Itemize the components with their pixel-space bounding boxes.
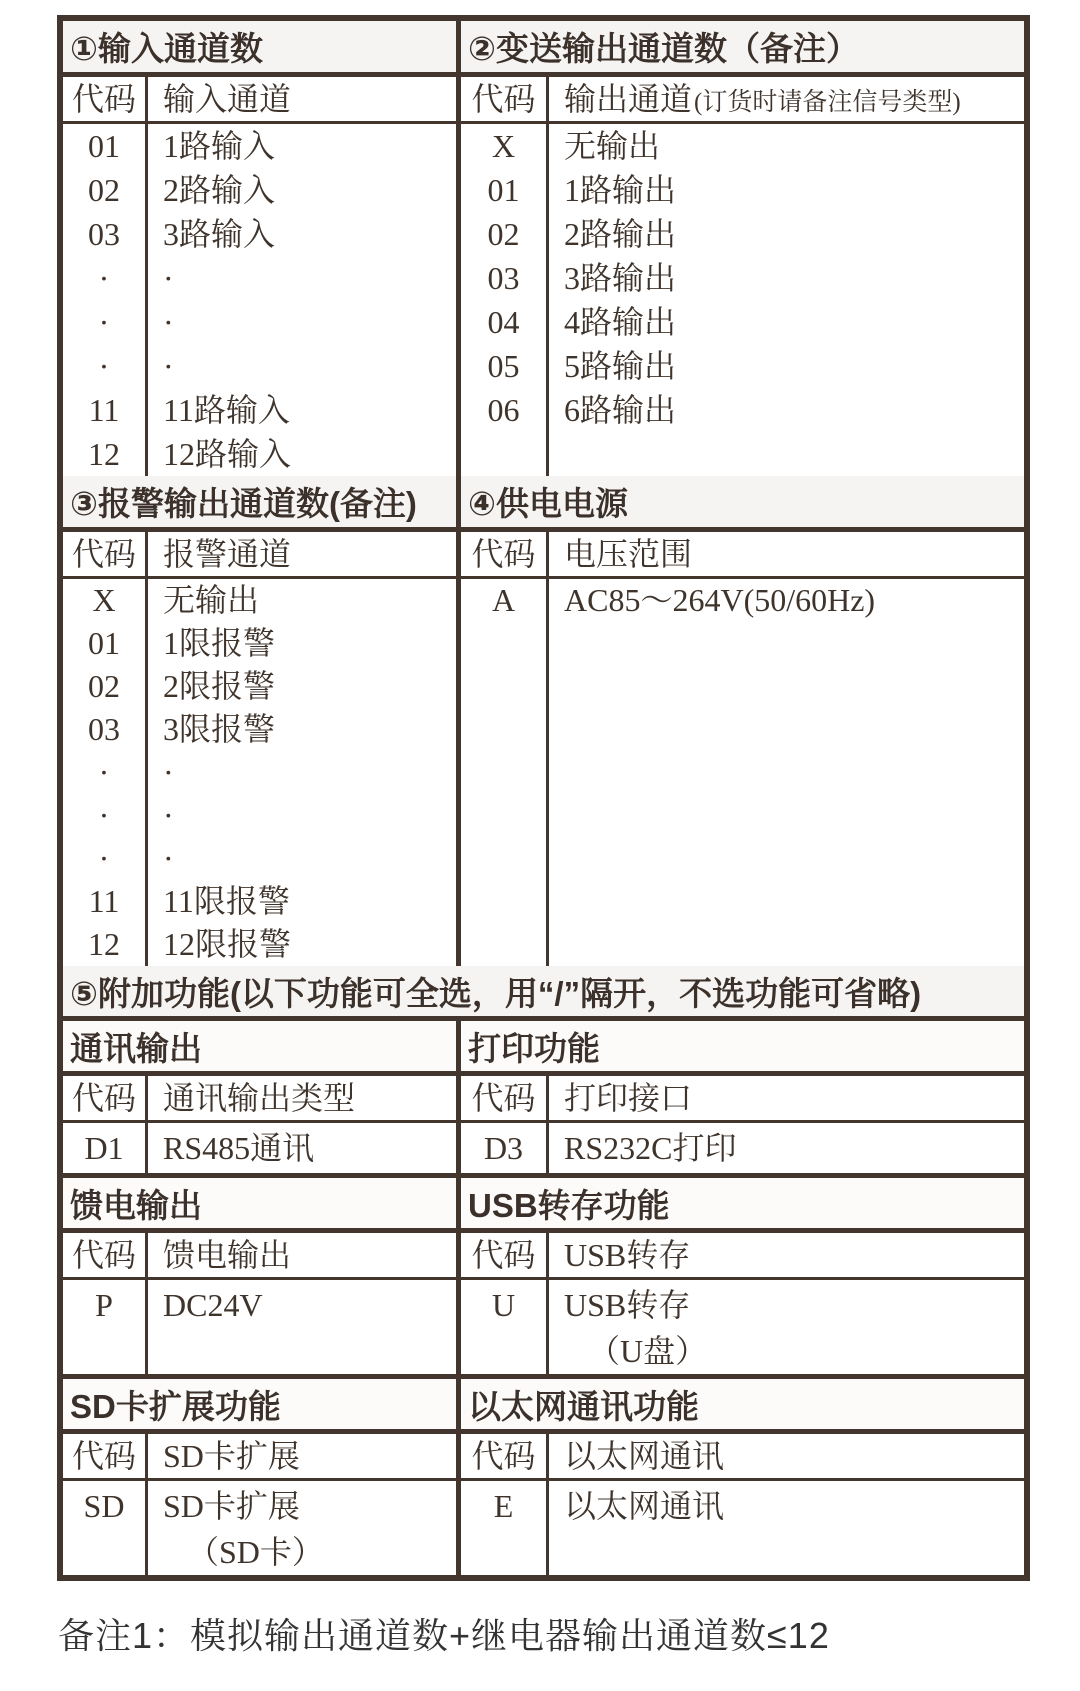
table-row bbox=[63, 622, 456, 665]
code-cell: · bbox=[63, 794, 148, 837]
desc-cell: 1路输出 bbox=[564, 172, 677, 208]
code-cell: 12 bbox=[63, 923, 148, 966]
section-3-4-body bbox=[63, 532, 1024, 966]
block1-header bbox=[63, 1021, 1024, 1076]
desc-cell: 以太网通讯 bbox=[564, 1488, 725, 1524]
desc-column-header: 输入通道 bbox=[163, 81, 292, 117]
desc-cell: 12限报警 bbox=[163, 926, 292, 962]
desc-cell: 2路输出 bbox=[564, 216, 677, 252]
desc-cell: · bbox=[163, 260, 174, 296]
desc-cell: · bbox=[163, 348, 174, 384]
code-cell: · bbox=[63, 344, 148, 388]
note-text: 备注1：模拟输出通道数+继电器输出通道数≤12 bbox=[58, 1615, 830, 1656]
block3-column-headers bbox=[63, 1434, 1024, 1481]
desc-column-header: 馈电输出 bbox=[163, 1237, 292, 1273]
code-cell: 05 bbox=[461, 344, 549, 388]
code-cell: U bbox=[461, 1280, 549, 1374]
desc-cell: 5路输出 bbox=[564, 348, 677, 384]
table-row bbox=[63, 665, 456, 708]
desc-column-header: 通讯输出类型 bbox=[163, 1080, 356, 1116]
code-cell: 11 bbox=[63, 388, 148, 432]
table-row bbox=[461, 300, 1024, 344]
desc-column-header: USB转存 bbox=[564, 1237, 691, 1273]
table-row bbox=[461, 212, 1024, 256]
block3-header bbox=[63, 1379, 1024, 1434]
desc-cell bbox=[549, 1280, 1024, 1374]
desc-cell bbox=[549, 622, 1024, 966]
desc-cell: 11路输入 bbox=[163, 392, 290, 428]
section3-title: ③报警输出通道数(备注) bbox=[63, 476, 461, 527]
code-cell: · bbox=[63, 256, 148, 300]
table-row bbox=[461, 256, 1024, 300]
code-cell: 11 bbox=[63, 880, 148, 923]
desc-line1: USB转存 bbox=[564, 1287, 691, 1323]
desc-cell: · bbox=[163, 304, 174, 340]
desc-cell bbox=[549, 432, 1024, 476]
code-cell: · bbox=[63, 300, 148, 344]
desc-cell: 11限报警 bbox=[163, 883, 290, 919]
table-row bbox=[461, 124, 1024, 168]
desc-cell: 无输出 bbox=[163, 582, 260, 618]
block3-left-title: SD卡扩展功能 bbox=[63, 1379, 461, 1429]
table-row bbox=[63, 124, 456, 168]
block1-data-row bbox=[63, 1123, 1024, 1178]
section4-title: ④供电电源 bbox=[468, 485, 628, 522]
table-row bbox=[461, 388, 1024, 432]
code-cell: 03 bbox=[461, 256, 549, 300]
desc-header-note: (订货时请备注信号类型) bbox=[694, 89, 961, 116]
section-1-2-header bbox=[63, 21, 1024, 77]
table-row bbox=[461, 344, 1024, 388]
section1-table bbox=[63, 77, 461, 476]
code-cell: D3 bbox=[461, 1123, 549, 1173]
desc-cell: AC85～264V(50/60Hz) bbox=[564, 582, 876, 618]
block3-right-title: 以太网通讯功能 bbox=[468, 1387, 699, 1425]
section4-table bbox=[461, 532, 1024, 966]
table-row bbox=[63, 432, 456, 476]
block2-column-headers bbox=[63, 1233, 1024, 1280]
section5-title: ⑤附加功能(以下功能可全选，用“/”隔开，不选功能可省略) bbox=[70, 974, 922, 1012]
table-row bbox=[63, 1123, 456, 1173]
table-row-ellipsis bbox=[63, 344, 456, 388]
table-row-ellipsis bbox=[63, 751, 456, 794]
table-row bbox=[63, 923, 456, 966]
code-column-header: 代码 bbox=[461, 532, 549, 576]
table-row bbox=[461, 1280, 1024, 1374]
desc-cell: 4路输出 bbox=[564, 304, 677, 340]
desc-header-text: 输出通道 bbox=[564, 81, 693, 117]
code-cell bbox=[461, 622, 549, 966]
code-column-header: 代码 bbox=[461, 1434, 549, 1478]
code-column-header: 代码 bbox=[461, 1076, 549, 1120]
code-column-header: 代码 bbox=[63, 532, 148, 576]
table-row bbox=[63, 168, 456, 212]
desc-cell: 2限报警 bbox=[163, 668, 276, 704]
desc-cell: DC24V bbox=[163, 1287, 263, 1323]
desc-line2: （SD卡） bbox=[187, 1534, 324, 1570]
desc-column-header: 以太网通讯 bbox=[564, 1438, 725, 1474]
code-cell: 02 bbox=[63, 665, 148, 708]
table-row bbox=[63, 1280, 456, 1374]
code-cell bbox=[461, 432, 549, 476]
code-cell: 12 bbox=[63, 432, 148, 476]
section3-table bbox=[63, 532, 461, 966]
desc-cell: · bbox=[163, 797, 174, 833]
table-row bbox=[63, 579, 456, 622]
table-row bbox=[461, 579, 1024, 622]
column-header-row bbox=[63, 77, 456, 124]
block1-right-title: 打印功能 bbox=[468, 1029, 600, 1067]
column-header-row bbox=[63, 1233, 456, 1280]
table-row bbox=[63, 880, 456, 923]
table-row bbox=[63, 708, 456, 751]
code-cell: · bbox=[63, 837, 148, 880]
code-cell: 03 bbox=[63, 212, 148, 256]
desc-cell: RS485通讯 bbox=[163, 1130, 315, 1166]
desc-column-header: 报警通道 bbox=[163, 536, 292, 572]
column-header-row bbox=[461, 532, 1024, 579]
code-cell: · bbox=[63, 751, 148, 794]
section-1-2-body bbox=[63, 77, 1024, 476]
column-header-row bbox=[461, 1233, 1024, 1280]
code-cell: 01 bbox=[63, 622, 148, 665]
column-header-row bbox=[461, 1434, 1024, 1481]
code-cell: SD bbox=[63, 1481, 148, 1575]
block1-left-title: 通讯输出 bbox=[63, 1021, 461, 1071]
code-cell: A bbox=[461, 579, 549, 622]
code-cell: X bbox=[63, 579, 148, 622]
code-cell: E bbox=[461, 1481, 549, 1575]
column-header-row bbox=[63, 1434, 456, 1481]
code-cell: 01 bbox=[63, 124, 148, 168]
code-cell: 02 bbox=[461, 212, 549, 256]
desc-cell: 1限报警 bbox=[163, 625, 276, 661]
table-row bbox=[63, 388, 456, 432]
code-cell: X bbox=[461, 124, 549, 168]
section-3-4-header bbox=[63, 476, 1024, 532]
desc-column-header: 打印接口 bbox=[564, 1080, 693, 1116]
desc-cell: 3限报警 bbox=[163, 711, 276, 747]
table-row-ellipsis bbox=[63, 794, 456, 837]
table-row bbox=[461, 168, 1024, 212]
desc-cell: 1路输入 bbox=[163, 128, 276, 164]
table-row bbox=[63, 212, 456, 256]
desc-cell: 无输出 bbox=[564, 128, 661, 164]
section2-title: ②变送输出通道数（备注） bbox=[468, 30, 859, 67]
desc-cell: 12路输入 bbox=[163, 436, 292, 472]
code-cell: 06 bbox=[461, 388, 549, 432]
block2-left-title: 馈电输出 bbox=[63, 1178, 461, 1228]
table-row bbox=[461, 1481, 1024, 1575]
desc-cell: 3路输入 bbox=[163, 216, 276, 252]
column-header-row bbox=[63, 532, 456, 579]
desc-cell: · bbox=[163, 840, 174, 876]
code-column-header: 代码 bbox=[63, 77, 148, 121]
order-spec-table bbox=[57, 15, 1030, 1581]
code-cell: P bbox=[63, 1280, 148, 1374]
desc-cell: 6路输出 bbox=[564, 392, 677, 428]
code-column-header: 代码 bbox=[461, 77, 549, 121]
desc-line2: （U盘） bbox=[588, 1333, 708, 1369]
block3-data-row bbox=[63, 1481, 1024, 1575]
code-cell: 01 bbox=[461, 168, 549, 212]
desc-column-header bbox=[549, 77, 1024, 121]
table-row-ellipsis bbox=[63, 300, 456, 344]
table-row-ellipsis bbox=[63, 256, 456, 300]
section5-header bbox=[63, 966, 1024, 1021]
table-row-ellipsis bbox=[63, 837, 456, 880]
code-cell: D1 bbox=[63, 1123, 148, 1173]
desc-line1: SD卡扩展 bbox=[163, 1488, 300, 1524]
desc-column-header: 电压范围 bbox=[564, 536, 693, 572]
code-cell: 02 bbox=[63, 168, 148, 212]
code-column-header: 代码 bbox=[461, 1233, 549, 1277]
table-row bbox=[63, 1481, 456, 1575]
block1-column-headers bbox=[63, 1076, 1024, 1123]
desc-cell bbox=[148, 1481, 456, 1575]
desc-cell: 2路输入 bbox=[163, 172, 276, 208]
column-header-row bbox=[461, 77, 1024, 124]
block2-data-row bbox=[63, 1280, 1024, 1379]
desc-cell: · bbox=[163, 754, 174, 790]
desc-column-header: SD卡扩展 bbox=[163, 1438, 300, 1474]
section2-table bbox=[461, 77, 1024, 476]
empty-filler-row bbox=[461, 622, 1024, 966]
block2-header bbox=[63, 1178, 1024, 1233]
column-header-row bbox=[461, 1076, 1024, 1123]
code-column-header: 代码 bbox=[63, 1434, 148, 1478]
block2-right-title: USB转存功能 bbox=[468, 1186, 670, 1224]
column-header-row bbox=[63, 1076, 456, 1123]
empty-filler-row bbox=[461, 432, 1024, 476]
code-cell: 04 bbox=[461, 300, 549, 344]
code-column-header: 代码 bbox=[63, 1233, 148, 1277]
table-row bbox=[461, 1123, 1024, 1173]
desc-cell: RS232C打印 bbox=[564, 1130, 737, 1166]
desc-cell: 3路输出 bbox=[564, 260, 677, 296]
section1-title: ①输入通道数 bbox=[63, 21, 461, 72]
code-column-header: 代码 bbox=[63, 1076, 148, 1120]
code-cell: 03 bbox=[63, 708, 148, 751]
